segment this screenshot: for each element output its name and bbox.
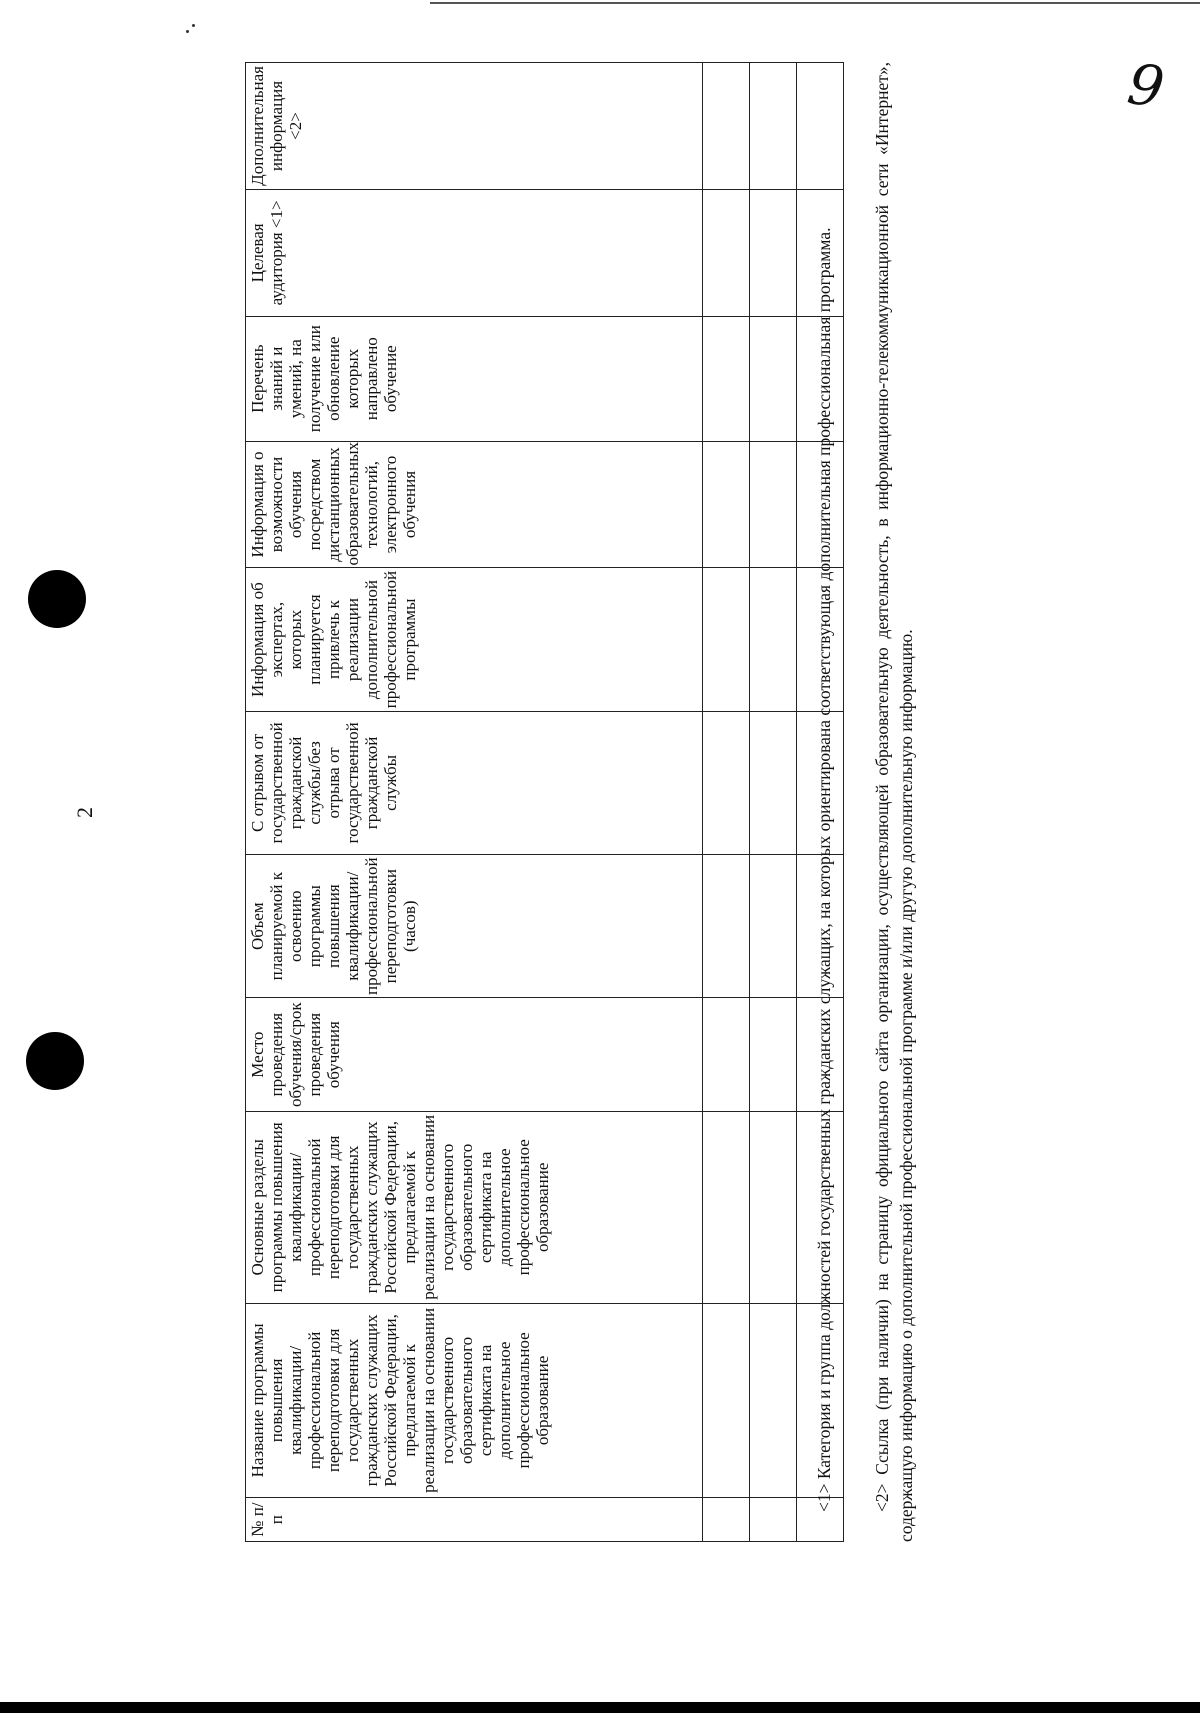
rotated-page-content bbox=[245, 62, 1045, 1542]
scan-edge-bottom bbox=[0, 1702, 1200, 1713]
table-cell bbox=[703, 189, 750, 316]
table-cell bbox=[750, 63, 797, 190]
page-number: 2 bbox=[72, 807, 97, 818]
table-cell bbox=[703, 1112, 750, 1303]
table-cell bbox=[750, 189, 797, 316]
scan-edge-top bbox=[430, 2, 1200, 4]
table-cell bbox=[750, 568, 797, 711]
table-cell bbox=[703, 1303, 750, 1498]
header-cell-experts: Информация об экспертах, которых планируется привлечь к реализации дополнительной профессиональной программы bbox=[246, 568, 703, 711]
header-cell-place-term: Место проведения обучения/срок проведения обучения bbox=[246, 998, 703, 1112]
handwritten-page-mark: 9 bbox=[1123, 51, 1168, 122]
header-cell-distance-learning: Информация о возможности обучения посредством дистанционных образовательных технологий, электронного обучения bbox=[246, 441, 703, 568]
table-cell bbox=[750, 855, 797, 998]
header-cell-program-sections: Основные разделы программы повышения квалификации/профессиональной переподготовки для государственных гражданских служащих Российской Федерации, предлагаемой к реализации на основании государственного образовательного сертификата на дополнительное профессиональное образование bbox=[246, 1112, 703, 1303]
table-cell bbox=[703, 855, 750, 998]
table-cell bbox=[703, 998, 750, 1112]
scan-speck bbox=[192, 24, 195, 27]
header-cell-program-name: Название программы повышения квалификации/профессиональной переподготовки для государственных гражданских служащих Российской Федерации, предлагаемой к реализации на основании государственного образовательного сертификата на дополнительное профессиональное образование bbox=[246, 1303, 703, 1498]
punch-hole-bottom bbox=[26, 1032, 84, 1090]
table-cell bbox=[703, 63, 750, 190]
table-header-row bbox=[246, 63, 703, 1542]
table-cell bbox=[703, 568, 750, 711]
header-cell-volume-hours: Объем планируемой к освоению программы повышения квалификации/профессиональной переподготовки (часов) bbox=[246, 855, 703, 998]
table-cell bbox=[750, 711, 797, 854]
scan-speck bbox=[186, 30, 189, 33]
table-row bbox=[703, 63, 750, 1542]
table-cell bbox=[703, 711, 750, 854]
footnote-2: <2> Ссылка (при наличии) на страницу официального сайта организации, осуществляющей образовательную деятельность, в информационно-телекоммуникационной сети «Интернет», содержащую информацию о дополнительной профессиональной программе и/или другую дополнительную информацию. bbox=[872, 62, 916, 1542]
programs-table bbox=[245, 62, 844, 1542]
table-cell bbox=[703, 316, 750, 441]
table-row bbox=[750, 63, 797, 1542]
table-cell bbox=[703, 441, 750, 568]
header-cell-service-mode: С отрывом от государственной гражданской службы/без отрыва от государственной гражданской службы bbox=[246, 711, 703, 854]
table-cell bbox=[750, 1498, 797, 1542]
table-cell bbox=[750, 998, 797, 1112]
table-cell bbox=[750, 1303, 797, 1498]
header-cell-number: № п/п bbox=[246, 1498, 703, 1542]
table-cell bbox=[750, 441, 797, 568]
header-cell-additional-info: Дополнительная информация <2> bbox=[246, 63, 703, 190]
header-cell-target-audience: Целевая аудитория <1> bbox=[246, 189, 703, 316]
header-cell-skills: Перечень знаний и умений, на получение или обновление которых направлено обучение bbox=[246, 316, 703, 441]
table-cell bbox=[703, 1498, 750, 1542]
table-cell bbox=[750, 316, 797, 441]
footnote-1: <1> Категория и группа должностей государственных гражданских служащих, на которых ориентирована соответствующая дополнительная профессиональная программа. bbox=[814, 227, 834, 1512]
table-cell bbox=[750, 1112, 797, 1303]
punch-hole-top bbox=[28, 570, 86, 628]
